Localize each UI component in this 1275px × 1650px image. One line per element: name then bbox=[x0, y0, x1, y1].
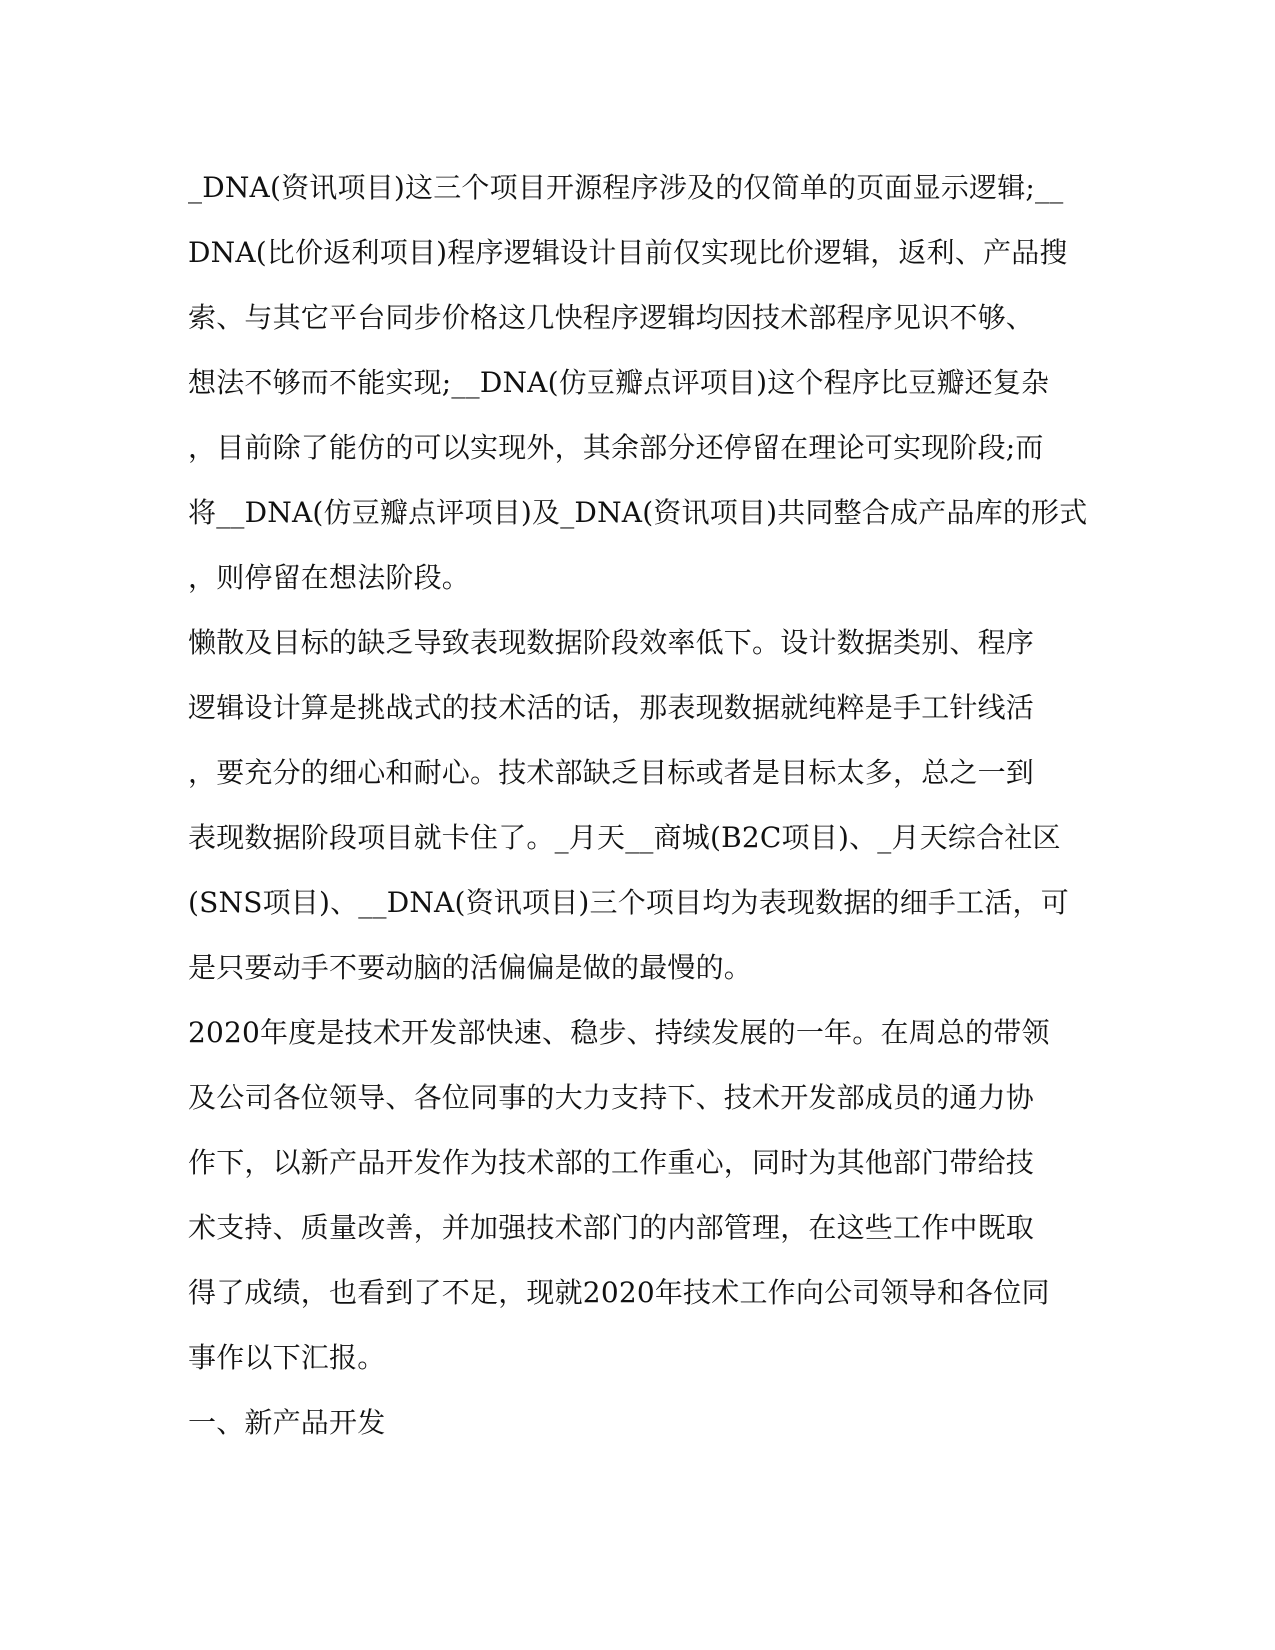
text-line: 及公司各位领导、各位同事的大力支持下、技术开发部成员的通力协 bbox=[188, 1081, 1035, 1114]
paragraph-efficiency bbox=[188, 610, 1088, 1000]
paragraph-annual-summary bbox=[188, 1000, 1088, 1390]
text-line: 事作以下汇报。 bbox=[188, 1341, 386, 1374]
text-line: 表现数据阶段项目就卡住了。_月天__商城(B2C项目)、_月天综合社区 bbox=[188, 821, 1061, 854]
text-line: 懒散及目标的缺乏导致表现数据阶段效率低下。设计数据类别、程序 bbox=[188, 626, 1035, 659]
text-line: 2020年度是技术开发部快速、稳步、持续发展的一年。在周总的带领 bbox=[188, 1016, 1050, 1049]
text-line: (SNS项目)、__DNA(资讯项目)三个项目均为表现数据的细手工活，可 bbox=[188, 886, 1069, 919]
document-body bbox=[188, 155, 1088, 1455]
text-line: 术支持、质量改善，并加强技术部门的内部管理，在这些工作中既取 bbox=[188, 1211, 1035, 1244]
text-line: 索、与其它平台同步价格这几快程序逻辑均因技术部程序见识不够、 bbox=[188, 301, 1035, 334]
text-line: 作下，以新产品开发作为技术部的工作重心，同时为其他部门带给技 bbox=[188, 1146, 1035, 1179]
text-line: 将__DNA(仿豆瓣点评项目)及_DNA(资讯项目)共同整合成产品库的形式 bbox=[188, 496, 1088, 529]
text-line: 想法不够而不能实现;__DNA(仿豆瓣点评项目)这个程序比豆瓣还复杂 bbox=[188, 366, 1050, 399]
text-line: ，目前除了能仿的可以实现外，其余部分还停留在理论可实现阶段;而 bbox=[188, 431, 1044, 464]
text-line: ，要充分的细心和耐心。技术部缺乏目标或者是目标太多，总之一到 bbox=[188, 756, 1035, 789]
text-line: 是只要动手不要动脑的活偏偏是做的最慢的。 bbox=[188, 951, 753, 984]
text-line: 得了成绩，也看到了不足，现就2020年技术工作向公司领导和各位同 bbox=[188, 1276, 1050, 1309]
text-line: 逻辑设计算是挑战式的技术活的话，那表现数据就纯粹是手工针线活 bbox=[188, 691, 1035, 724]
text-line: DNA(比价返利项目)程序逻辑设计目前仅实现比价逻辑，返利、产品搜 bbox=[188, 236, 1068, 269]
section-heading bbox=[188, 1390, 1088, 1455]
paragraph-project-logic bbox=[188, 155, 1088, 610]
text-line: _DNA(资讯项目)这三个项目开源程序涉及的仅简单的页面显示逻辑;__ bbox=[188, 171, 1064, 204]
section-heading-text: 一、新产品开发 bbox=[188, 1406, 386, 1439]
text-line: ，则停留在想法阶段。 bbox=[188, 561, 471, 594]
